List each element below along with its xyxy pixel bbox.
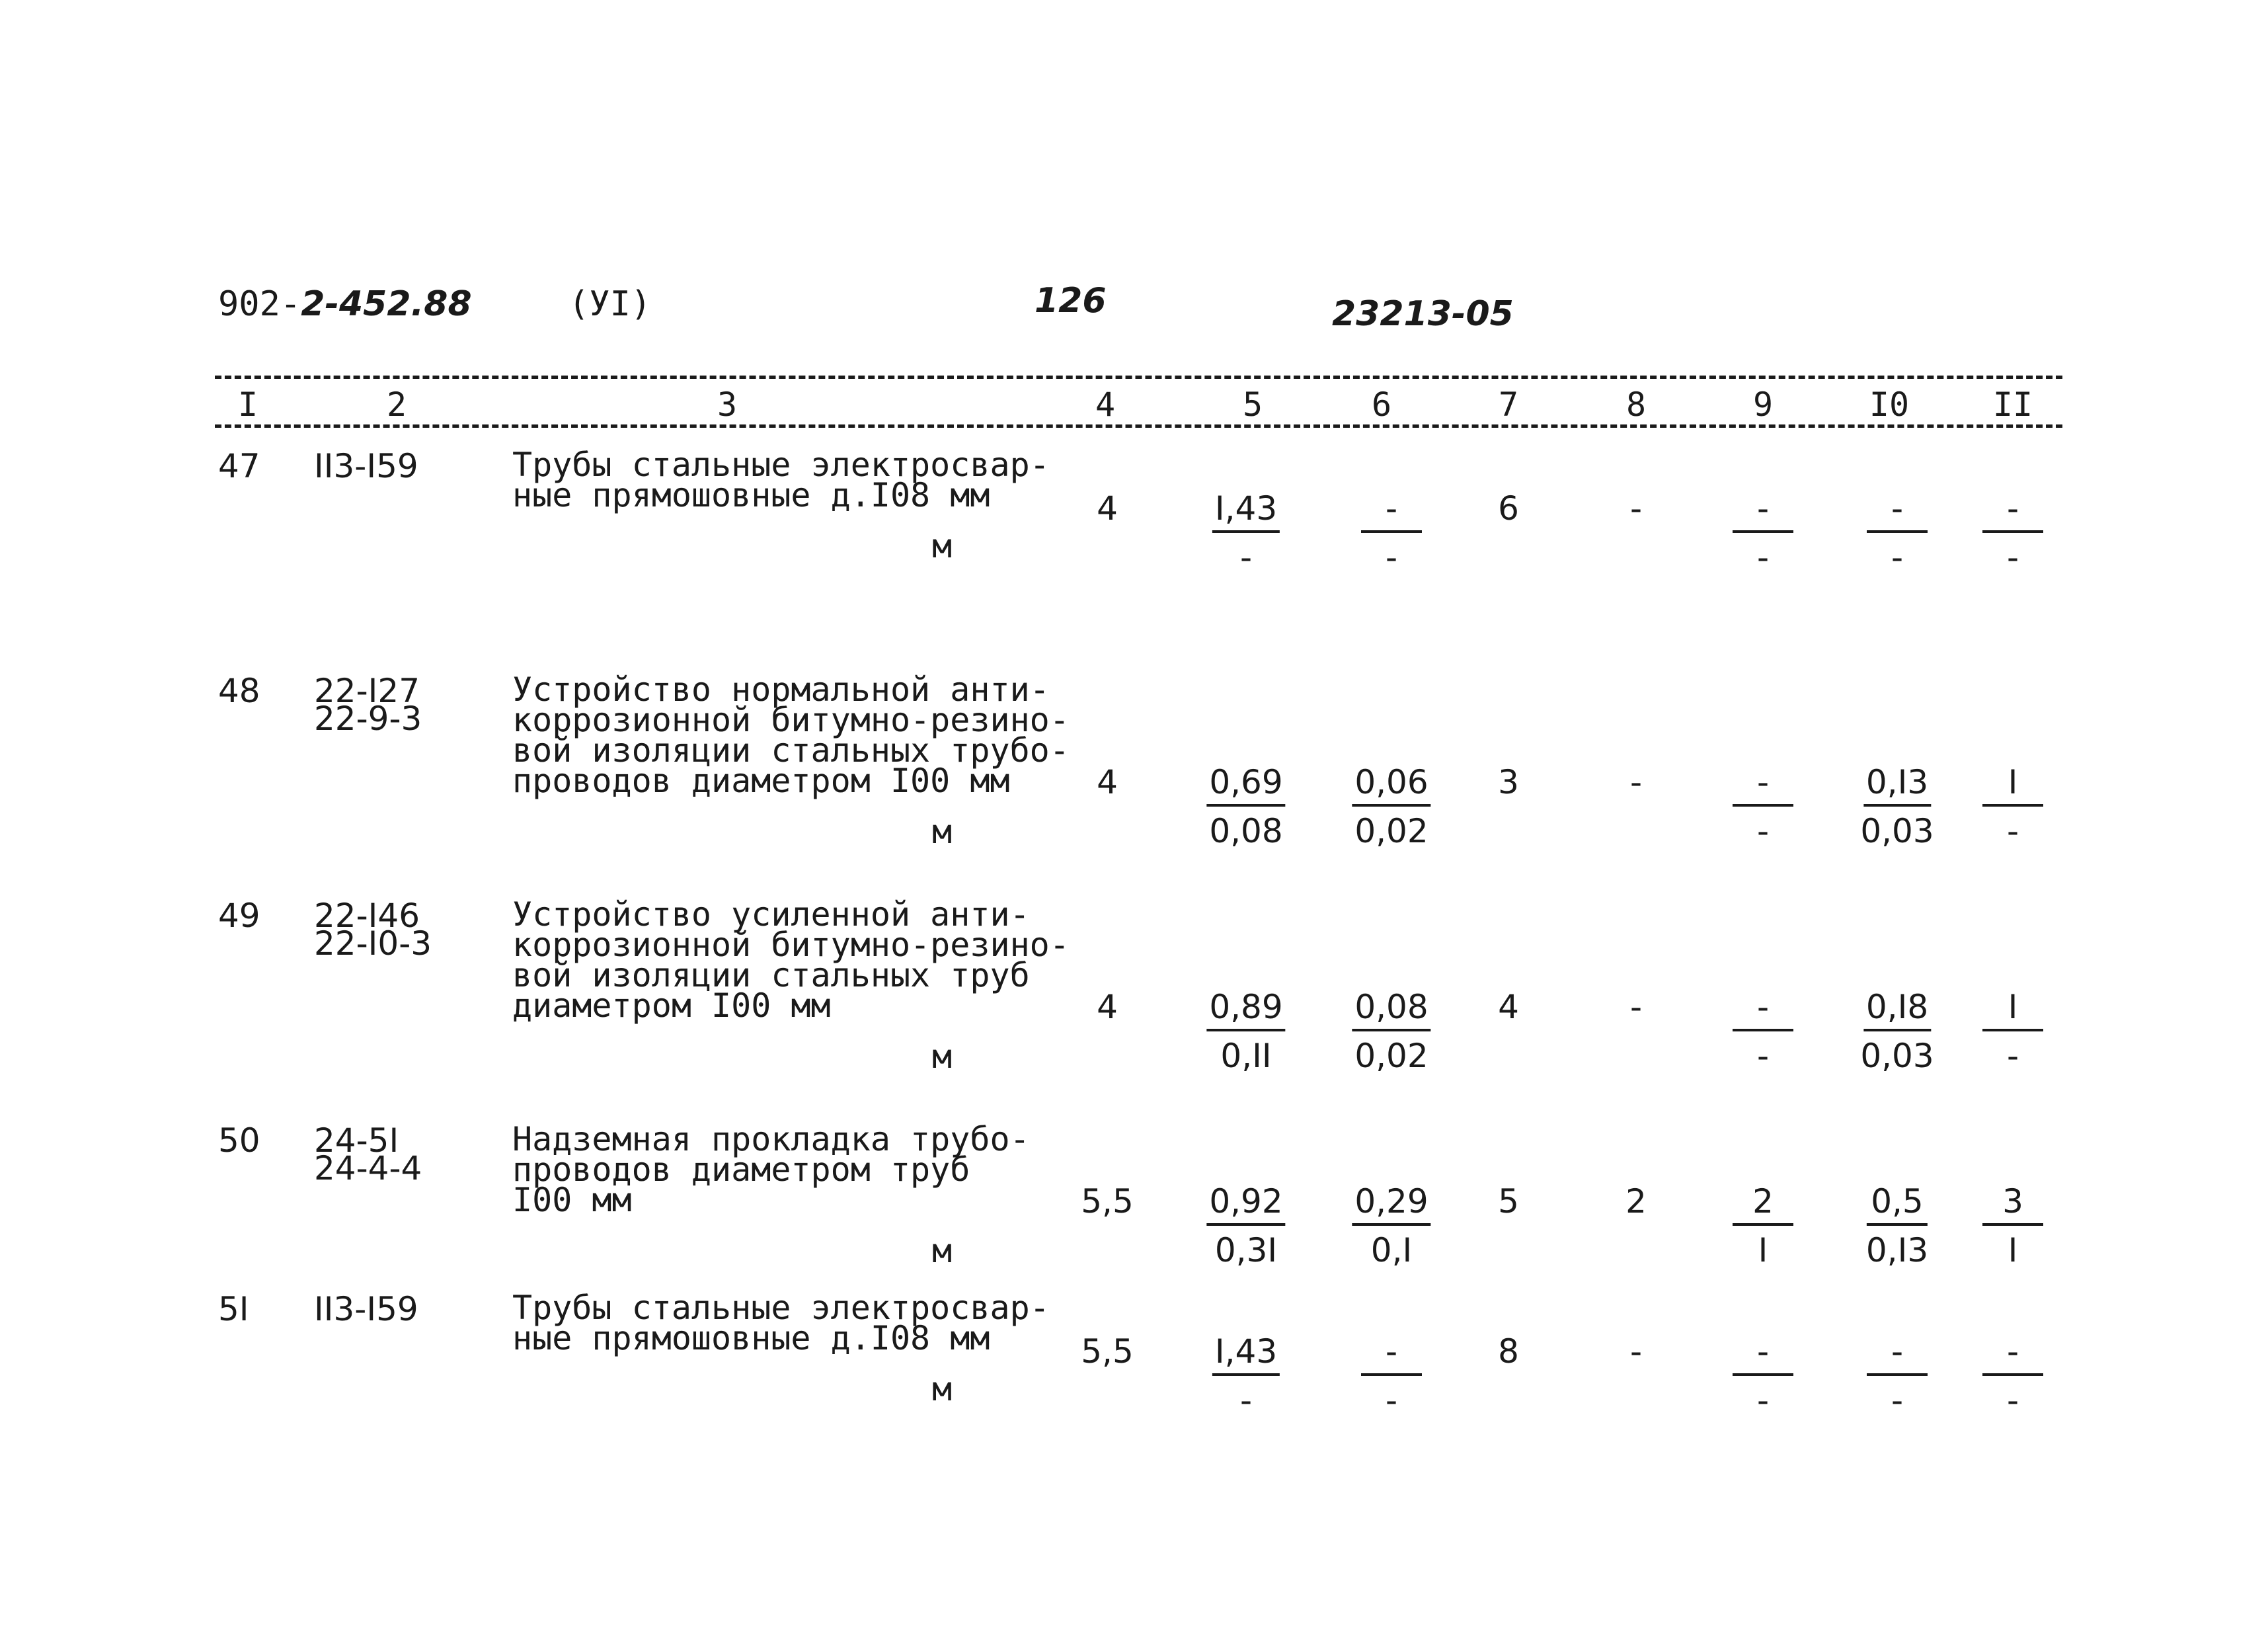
column-number: II bbox=[1992, 385, 2033, 424]
value-col-11 bbox=[1982, 489, 2043, 577]
value-col-10 bbox=[1860, 763, 1934, 850]
value-col-10-numerator: 0,I8 bbox=[1863, 990, 1931, 1031]
value-col-11 bbox=[1982, 988, 2043, 1075]
description-line: ные прямошовные д.I08 мм bbox=[512, 1319, 990, 1357]
value-col-5 bbox=[1212, 489, 1280, 577]
value-col-6 bbox=[1352, 988, 1430, 1075]
column-number: I0 bbox=[1869, 385, 1910, 424]
value-col-6-denominator: 0,I bbox=[1370, 1231, 1413, 1269]
row-number: 49 bbox=[218, 897, 260, 935]
value-col-5 bbox=[1206, 988, 1285, 1075]
value-col-8: - bbox=[1629, 763, 1643, 801]
unit-of-measure: м bbox=[931, 1232, 953, 1270]
value-col-5-denominator: 0,II bbox=[1220, 1037, 1272, 1075]
value-col-9-denominator: - bbox=[1756, 812, 1770, 850]
norm-code: 22-9-3 bbox=[314, 700, 422, 738]
value-col-8: 2 bbox=[1625, 1182, 1647, 1221]
header-bottom-rule bbox=[215, 424, 2062, 428]
value-col-11-denominator: - bbox=[2006, 538, 2019, 577]
row-number: 50 bbox=[218, 1121, 260, 1160]
value-col-11-numerator: I bbox=[1982, 766, 2043, 807]
description-line: вой изоляции стальных труб bbox=[512, 956, 1030, 994]
description-line: I00 мм bbox=[512, 1181, 632, 1219]
value-col-10 bbox=[1867, 1332, 1928, 1420]
norm-code: 24-5I bbox=[314, 1121, 399, 1160]
description-line: проводов диаметром I00 мм bbox=[512, 762, 1010, 800]
value-col-11-numerator: - bbox=[1982, 492, 2043, 533]
value-col-10-denominator: - bbox=[1891, 1381, 1904, 1420]
value-col-4: 4 bbox=[1097, 489, 1118, 528]
header-top-rule bbox=[215, 376, 2062, 379]
norm-code: 22-I46 bbox=[314, 897, 420, 935]
value-col-5-denominator: - bbox=[1239, 1381, 1253, 1420]
description-line: Устройство нормальной анти- bbox=[512, 670, 1050, 709]
value-col-9-denominator: - bbox=[1756, 1381, 1770, 1420]
value-col-5 bbox=[1206, 763, 1285, 850]
column-number: 4 bbox=[1095, 385, 1116, 424]
description-line: вой изоляции стальных трубо- bbox=[512, 731, 1070, 770]
value-col-6-numerator: 0,29 bbox=[1352, 1185, 1430, 1226]
value-col-9-numerator: - bbox=[1733, 1335, 1793, 1376]
unit-of-measure: м bbox=[931, 813, 953, 851]
value-col-9-denominator: I bbox=[1758, 1231, 1768, 1269]
value-col-5-numerator: 0,92 bbox=[1206, 1185, 1285, 1226]
value-col-5-numerator: I,43 bbox=[1212, 1335, 1280, 1376]
value-col-7: 4 bbox=[1498, 988, 1519, 1026]
value-col-11-numerator: - bbox=[1982, 1335, 2043, 1376]
value-col-11 bbox=[1982, 763, 2043, 850]
project-code bbox=[218, 284, 472, 324]
value-col-11-denominator: - bbox=[2006, 1037, 2019, 1075]
norm-code: II3-I59 bbox=[314, 1290, 418, 1328]
project-code-printed: 902- bbox=[218, 284, 301, 324]
value-col-8: - bbox=[1629, 988, 1643, 1026]
description-line: коррозионной битумно-резино- bbox=[512, 926, 1070, 964]
value-col-10-denominator: 0,03 bbox=[1860, 812, 1934, 850]
value-col-6-numerator: - bbox=[1361, 492, 1422, 533]
value-col-11-denominator: I bbox=[2008, 1231, 2018, 1269]
value-col-7: 3 bbox=[1498, 763, 1519, 801]
description-line: Трубы стальные электросвар- bbox=[512, 446, 1050, 484]
value-col-6-numerator: 0,08 bbox=[1352, 990, 1430, 1031]
value-col-9-numerator: - bbox=[1733, 766, 1793, 807]
norm-code: 24-4-4 bbox=[314, 1149, 422, 1187]
value-col-5-numerator: 0,89 bbox=[1206, 990, 1285, 1031]
value-col-9 bbox=[1733, 1332, 1793, 1420]
value-col-10-numerator: 0,I3 bbox=[1863, 766, 1931, 807]
value-col-11-denominator: - bbox=[2006, 812, 2019, 850]
description-line: Устройство усиленной анти- bbox=[512, 895, 1030, 934]
value-col-10-numerator: 0,5 bbox=[1867, 1185, 1928, 1226]
value-col-9-denominator: - bbox=[1756, 1037, 1770, 1075]
value-col-5-numerator: I,43 bbox=[1212, 492, 1280, 533]
value-col-9 bbox=[1733, 763, 1793, 850]
value-col-10-numerator: - bbox=[1867, 492, 1928, 533]
value-col-6 bbox=[1352, 763, 1430, 850]
description-line: ные прямошовные д.I08 мм bbox=[512, 476, 990, 514]
column-number: 8 bbox=[1625, 385, 1647, 424]
project-code-handwritten: 2-452.88 bbox=[301, 284, 472, 324]
unit-of-measure: м bbox=[931, 527, 953, 565]
value-col-5-denominator: - bbox=[1239, 538, 1253, 577]
value-col-11 bbox=[1982, 1182, 2043, 1269]
column-number: 5 bbox=[1242, 385, 1263, 424]
value-col-4: 5,5 bbox=[1081, 1332, 1134, 1371]
value-col-5-denominator: 0,3I bbox=[1214, 1231, 1278, 1269]
unit-of-measure: м bbox=[931, 1037, 953, 1076]
value-col-4: 5,5 bbox=[1081, 1182, 1134, 1221]
norm-code: 22-I0-3 bbox=[314, 924, 432, 963]
value-col-8: - bbox=[1629, 1332, 1643, 1371]
value-col-10-denominator: 0,03 bbox=[1860, 1037, 1934, 1075]
page-number: 126 bbox=[1035, 281, 1107, 321]
section-label: (УI) bbox=[568, 284, 652, 324]
value-col-11-denominator: - bbox=[2006, 1381, 2019, 1420]
value-col-11 bbox=[1982, 1332, 2043, 1420]
value-col-6 bbox=[1352, 1182, 1430, 1269]
value-col-9-numerator: - bbox=[1733, 990, 1793, 1031]
value-col-6-denominator: - bbox=[1385, 538, 1398, 577]
value-col-10 bbox=[1867, 489, 1928, 577]
value-col-7: 5 bbox=[1498, 1182, 1519, 1221]
row-number: 47 bbox=[218, 447, 260, 485]
value-col-10-denominator: - bbox=[1891, 538, 1904, 577]
column-number: I bbox=[237, 385, 258, 424]
value-col-6-numerator: 0,06 bbox=[1352, 766, 1430, 807]
row-number: 5I bbox=[218, 1290, 249, 1328]
value-col-6 bbox=[1361, 489, 1422, 577]
norm-code: II3-I59 bbox=[314, 447, 418, 485]
value-col-6-denominator: 0,02 bbox=[1354, 812, 1428, 850]
value-col-11-numerator: 3 bbox=[1982, 1185, 2043, 1226]
value-col-7: 6 bbox=[1498, 489, 1519, 528]
value-col-6 bbox=[1361, 1332, 1422, 1420]
value-col-8: - bbox=[1629, 489, 1643, 528]
value-col-9 bbox=[1733, 489, 1793, 577]
column-number: 3 bbox=[717, 385, 738, 424]
value-col-9 bbox=[1733, 1182, 1793, 1269]
column-number: 9 bbox=[1752, 385, 1774, 424]
column-number: 7 bbox=[1498, 385, 1519, 424]
value-col-10-denominator: 0,I3 bbox=[1865, 1231, 1929, 1269]
column-number: 2 bbox=[386, 385, 407, 424]
value-col-9 bbox=[1733, 988, 1793, 1075]
value-col-11-numerator: I bbox=[1982, 990, 2043, 1031]
value-col-5-numerator: 0,69 bbox=[1206, 766, 1285, 807]
description-line: Трубы стальные электросвар- bbox=[512, 1289, 1050, 1327]
description-line: диаметром I00 мм bbox=[512, 986, 831, 1025]
description-line: проводов диаметром труб bbox=[512, 1150, 970, 1189]
value-col-10 bbox=[1860, 988, 1934, 1075]
value-col-9-numerator: - bbox=[1733, 492, 1793, 533]
value-col-6-denominator: 0,02 bbox=[1354, 1037, 1428, 1075]
value-col-10-numerator: - bbox=[1867, 1335, 1928, 1376]
value-col-10 bbox=[1865, 1182, 1929, 1269]
description-line: коррозионной битумно-резино- bbox=[512, 701, 1070, 739]
value-col-5 bbox=[1206, 1182, 1285, 1269]
value-col-6-numerator: - bbox=[1361, 1335, 1422, 1376]
unit-of-measure: м bbox=[931, 1370, 953, 1408]
value-col-5-denominator: 0,08 bbox=[1209, 812, 1283, 850]
document-number: 23213-05 bbox=[1332, 294, 1514, 334]
value-col-9-denominator: - bbox=[1756, 538, 1770, 577]
value-col-4: 4 bbox=[1097, 763, 1118, 801]
value-col-9-numerator: 2 bbox=[1733, 1185, 1793, 1226]
column-number: 6 bbox=[1371, 385, 1392, 424]
value-col-4: 4 bbox=[1097, 988, 1118, 1026]
value-col-7: 8 bbox=[1498, 1332, 1519, 1371]
norm-code: 22-I27 bbox=[314, 672, 420, 710]
description-line: Надземная прокладка трубо- bbox=[512, 1120, 1030, 1158]
value-col-6-denominator: - bbox=[1385, 1381, 1398, 1420]
value-col-5 bbox=[1212, 1332, 1280, 1420]
row-number: 48 bbox=[218, 672, 260, 710]
